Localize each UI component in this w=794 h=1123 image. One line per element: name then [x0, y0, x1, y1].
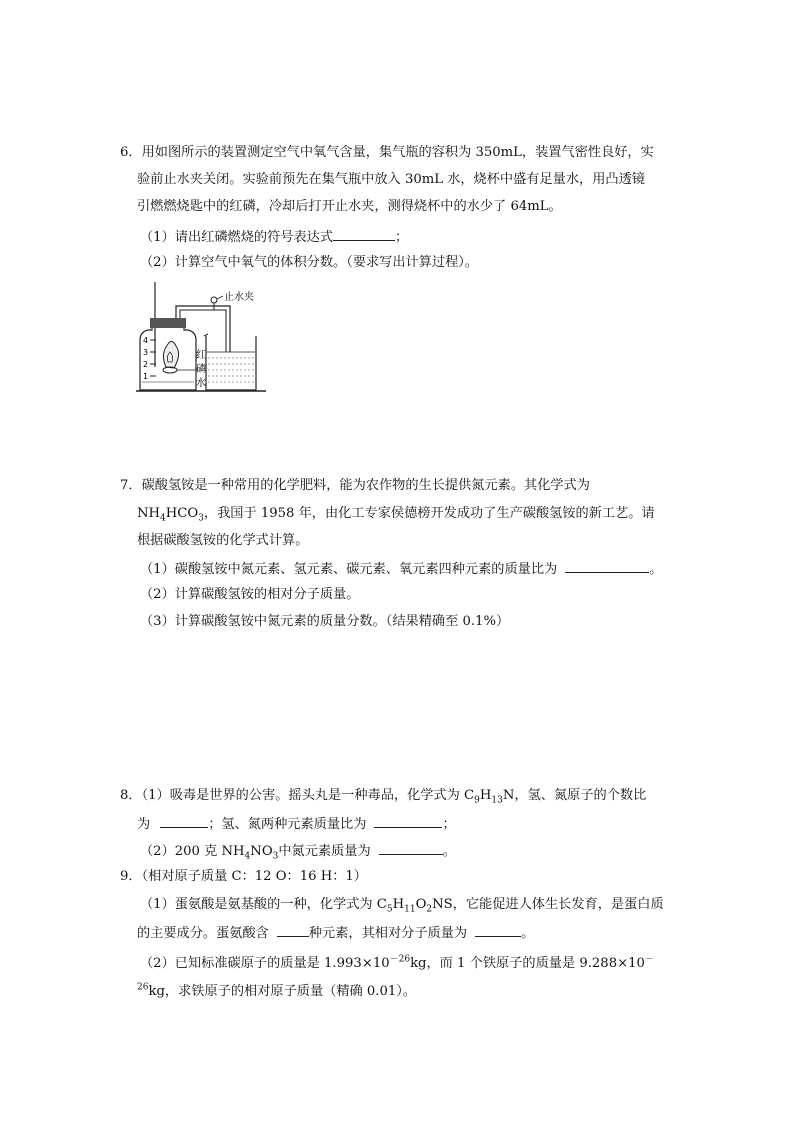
q8-line-1: 8．（1）吸毒是世界的公害。摇头丸是一种毒品，化学式为 $C_9H_{13}N$，氢、氮原子的个数比	[120, 788, 647, 806]
q7-line-2: $NH_4HCO_3$，我国于 1958 年，由化工专家侯德榜开发成功了生产碳酸氢铵的新工艺。请	[137, 506, 655, 524]
q7-part-2: （2）计算碳酸氢铵的相对分子质量。	[140, 587, 360, 602]
answer-blank[interactable]	[374, 813, 442, 828]
answer-blank[interactable]	[379, 840, 443, 855]
red-phosphorus-label-1: 红	[196, 350, 206, 361]
q9-line-2: （1）蛋氨酸是氨基酸的一种，化学式为 $C_5H_{11}O_2NS$，它能促进人体生长发育，是蛋白质	[140, 897, 664, 915]
water-stop-clamp	[211, 297, 217, 303]
q9-line-4: （2）已知标准碳原子的质量是 $1.993\times 10^{-26}kg$，而 1 个铁原子的质量是 9.288×10－	[140, 954, 654, 971]
q7-part-3: （3）计算碳酸氢铵中氮元素的质量分数。（结果精确至 0.1%）	[140, 614, 510, 629]
scale-label-4: 4	[143, 336, 149, 345]
q9-line-1: 9．（相对原子质量 C：12 O：16 H：1）	[120, 869, 367, 884]
q6-number: 6．	[120, 145, 142, 160]
scale-label-1: 1	[143, 372, 149, 381]
rubber-stopper	[150, 318, 186, 328]
q6-line-2: 验前止水夹关闭。实验前预先在集气瓶中放入 30mL 水，烧杯中盛有足量水，用凸透镜	[137, 172, 645, 187]
scale-label-3: 3	[143, 348, 149, 357]
answer-blank[interactable]	[160, 813, 208, 828]
scale-label-2: 2	[143, 360, 149, 369]
q6-line-3: 引燃燃烧匙中的红磷，冷却后打开止水夹，测得烧杯中的水少了 64mL。	[137, 199, 562, 214]
q7-part-1: （1）碳酸氢铵中氮元素、氢元素、碳元素、氧元素四种元素的质量比为 。	[140, 558, 662, 580]
q9-line-3: 的主要成分。蛋氨酸含 种元素，其相对分子质量为 。	[137, 922, 534, 944]
answer-blank[interactable]	[277, 922, 309, 937]
q6-part-1: （1）请出红磷燃烧的符号表达式 ；	[140, 226, 408, 248]
q9-line-5: $^{26}$kg，求铁原子的相对原子质量（精确 0.01）。	[137, 982, 417, 999]
q8-number: 8．	[120, 788, 142, 803]
oxygen-measurement-apparatus-figure	[136, 282, 286, 397]
q6-part-2: （2）计算空气中氧气的体积分数。（要求写出计算过程）。	[140, 255, 479, 270]
answer-blank[interactable]	[475, 922, 521, 937]
q8-line-3: （2）200 克 $NH_4NO_3$中氮元素质量为 。	[140, 840, 456, 862]
q7-number: 7．	[120, 478, 142, 493]
q7-line-3: 根据碳酸氢铵的化学式计算。	[137, 533, 309, 548]
red-phosphorus-label-2: 磷	[196, 364, 206, 375]
q6-line-1	[120, 143, 654, 163]
q9-number: 9．	[120, 869, 142, 884]
answer-blank[interactable]	[333, 226, 395, 241]
q8-line-2: 为 ；氢、氮两种元素质量比为 ；	[137, 813, 456, 835]
q7-line-1: 7．碳酸氢铵是一种常用的化学肥料，能为农作物的生长提供氮元素。其化学式为	[120, 478, 590, 493]
q6-text-1: 用如图所示的装置测定空气中氧气含量，集气瓶的容积为 350mL，装置气密性良好，实	[141, 145, 654, 160]
answer-blank[interactable]	[565, 558, 649, 573]
flame	[163, 341, 178, 368]
clamp-label: 止水夹	[224, 292, 254, 303]
water-label: 水	[196, 378, 206, 389]
